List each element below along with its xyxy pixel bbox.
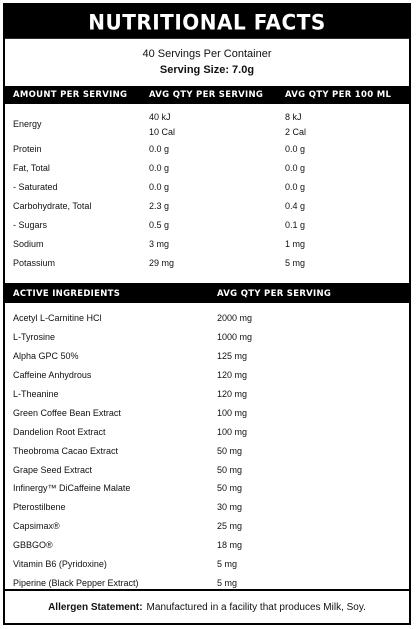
ingredient-row — [5, 517, 409, 536]
nutrient-serving: 0.0 g — [149, 163, 170, 174]
nutrient-name: - Sugars — [13, 220, 48, 230]
ingredient-amount: 30 mg — [217, 502, 243, 513]
ingredient-row — [5, 460, 409, 479]
header-amount-per-serving: AMOUNT PER SERVING — [13, 90, 128, 100]
ingredient-amount: 50 mg — [217, 483, 243, 494]
nutrient-serving: 2.3 g — [149, 201, 170, 212]
ingredient-amount: 100 mg — [217, 407, 248, 418]
header-avg-qty-serving: AVG QTY PER SERVING — [149, 90, 264, 100]
nutrient-serving: 0.0 g — [149, 182, 170, 193]
ingredient-row — [5, 498, 409, 517]
energy-per100 — [285, 112, 306, 137]
nutrient-row — [5, 178, 409, 197]
nutrient-serving: 0.0 g — [149, 144, 170, 155]
ingredient-name: Green Coffee Bean Extract — [13, 407, 121, 418]
ingredient-row — [5, 385, 409, 404]
nutrient-row — [5, 253, 409, 272]
ingredient-amount: 100 mg — [217, 426, 248, 437]
nutrient-per100: 0.1 g — [285, 220, 306, 230]
nutrient-row — [5, 159, 409, 178]
nutrient-row — [5, 197, 409, 216]
ingredient-row — [5, 309, 409, 328]
ingredient-amount: 5 mg — [217, 577, 238, 588]
nutrient-name: - Saturated — [13, 182, 58, 193]
allergen-statement — [5, 589, 409, 623]
nutrient-per100: 0.0 g — [285, 163, 306, 174]
ingredient-row — [5, 328, 409, 347]
ingredient-amount: 120 mg — [217, 370, 248, 381]
ingredient-row — [5, 479, 409, 498]
ingredient-row — [5, 366, 409, 385]
nutrition-panel — [3, 3, 411, 625]
energy-serving-kj: 40 kJ — [149, 111, 171, 122]
ingredient-name: Alpha GPC 50% — [13, 351, 79, 362]
ingredient-name: GBBGO® — [13, 540, 53, 551]
ingredient-name: Grape Seed Extract — [13, 464, 93, 475]
nutrient-name: Carbohydrate, Total — [13, 201, 92, 212]
ingredient-row — [5, 555, 409, 574]
nutrient-per100: 0.4 g — [285, 201, 306, 212]
nutrient-per100: 5 mg — [285, 257, 306, 268]
serving-size: Serving Size: 7.0g — [159, 64, 255, 76]
ingredient-name: Vitamin B6 (Pyridoxine) — [13, 559, 107, 570]
ingredient-row — [5, 441, 409, 460]
ingredient-name: Pterostilbene — [13, 502, 66, 513]
ingredient-row — [5, 347, 409, 366]
header-active-ingredients: ACTIVE INGREDIENTS — [13, 289, 121, 299]
ingredient-name: L-Theanine — [13, 389, 59, 399]
ingredient-amount: 1000 mg — [217, 332, 253, 343]
ingredient-name: Capsimax® — [13, 521, 60, 532]
nutrient-serving: 29 mg — [149, 257, 175, 268]
nutrient-per100: 1 mg — [285, 238, 306, 249]
nutrient-name: Sodium — [13, 238, 44, 249]
servings-per-container: 40 Servings Per Container — [142, 48, 272, 60]
nutrient-name: Energy — [13, 119, 42, 129]
ingredient-name: Dandelion Root Extract — [13, 426, 106, 437]
ingredient-name: Piperine (Black Pepper Extract) — [13, 577, 139, 588]
active-ingredients-table — [5, 303, 409, 592]
servings-info — [5, 38, 409, 86]
ingredient-amount: 125 mg — [217, 351, 248, 362]
nutrition-header-row — [5, 86, 409, 104]
ingredient-name: L-Tyrosine — [13, 332, 56, 343]
nutrient-name: Potassium — [13, 257, 56, 268]
ingredient-row — [5, 422, 409, 441]
energy-per100-cal: 2 Cal — [285, 126, 307, 137]
ingredient-amount: 120 mg — [217, 389, 248, 399]
ingredient-name: Caffeine Anhydrous — [13, 370, 92, 381]
ingredient-amount: 18 mg — [217, 540, 243, 551]
nutrient-row — [5, 140, 409, 159]
ingredient-name: Theobroma Cacao Extract — [13, 445, 119, 456]
nutrient-serving: 0.5 g — [149, 220, 170, 230]
nutrient-per100: 0.0 g — [285, 144, 306, 155]
ingredient-amount: 5 mg — [217, 559, 238, 570]
nutrient-row-energy — [5, 108, 409, 140]
energy-serving — [149, 112, 175, 137]
nutrient-serving: 3 mg — [149, 238, 170, 249]
nutrient-per100: 0.0 g — [285, 182, 306, 193]
ingredient-amount: 25 mg — [217, 521, 243, 532]
header-avg-qty-100ml: AVG QTY PER 100 ML — [285, 90, 392, 100]
header-active-avg-qty: AVG QTY PER SERVING — [217, 289, 332, 299]
allergen-text: Manufactured in a facility that produces Milk, Soy. — [146, 601, 366, 613]
ingredient-name: Acetyl L-Carnitine HCl — [13, 313, 102, 324]
energy-serving-cal: 10 Cal — [149, 126, 176, 137]
ingredient-amount: 50 mg — [217, 464, 243, 475]
ingredient-amount: 50 mg — [217, 445, 243, 456]
energy-per100-kj: 8 kJ — [285, 111, 302, 122]
allergen-label: Allergen Statement: — [48, 601, 143, 613]
nutrient-row — [5, 216, 409, 235]
active-header-row — [5, 285, 409, 303]
ingredient-row — [5, 536, 409, 555]
ingredient-name: Infinergy™ DiCaffeine Malate — [13, 483, 131, 494]
ingredient-amount: 2000 mg — [217, 313, 253, 324]
nutrient-row — [5, 234, 409, 253]
nutrient-name: Fat, Total — [13, 163, 50, 174]
nutrition-table — [5, 104, 409, 283]
panel-title: NUTRITIONAL FACTS — [5, 4, 409, 39]
ingredient-row — [5, 403, 409, 422]
nutrient-name: Protein — [13, 144, 42, 155]
